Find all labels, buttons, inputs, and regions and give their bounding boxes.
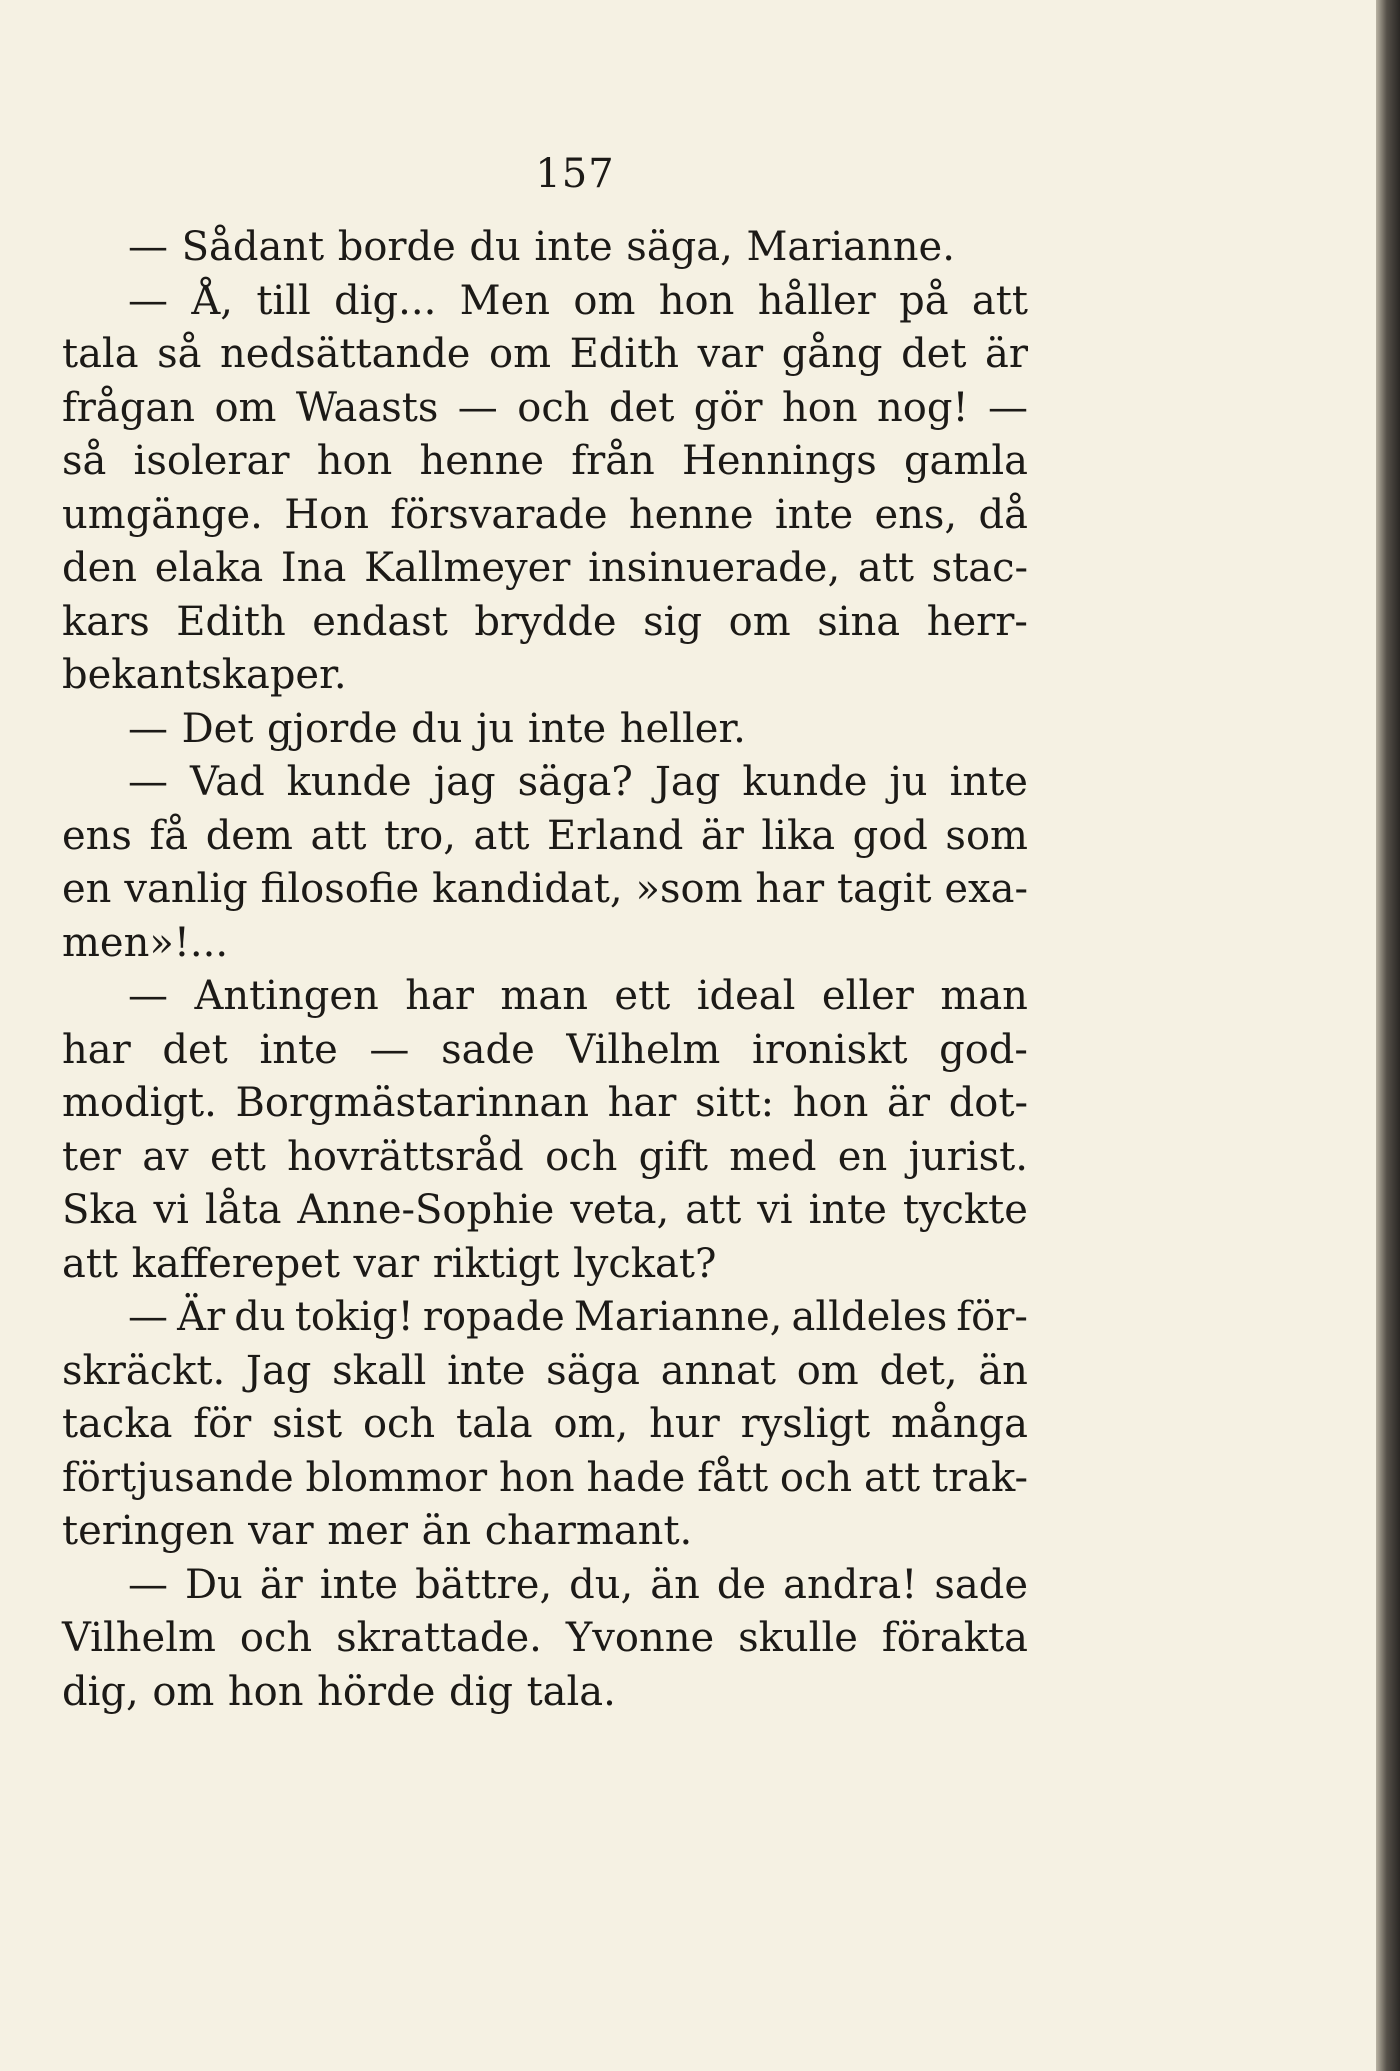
text-line: modigt. Borgmästarinnan har sitt: hon är dot-: [62, 1080, 1028, 1126]
text-line: dig, om hon hörde dig tala.: [62, 1668, 616, 1715]
scan-edge-shadow: [1376, 0, 1400, 2071]
text-line: umgänge. Hon försvarade henne inte ens, då: [62, 491, 1028, 538]
text-line: men»!...: [62, 919, 229, 966]
text-line: — Vad kunde jag säga? Jag kunde ju inte: [128, 759, 1028, 805]
text-line: Ska vi låta Anne-Sophie veta, att vi inte tyckte: [62, 1187, 1028, 1233]
text-line: tacka för sist och tala om, hur rysligt många: [62, 1401, 1028, 1447]
text-line: att kafferepet var riktigt lyckat?: [62, 1240, 717, 1287]
body-text: [62, 221, 1028, 1719]
text-line: frågan om Waasts — och det gör hon nog! —: [62, 384, 1028, 431]
text-line: — Du är inte bättre, du, än de andra! sade: [128, 1561, 1028, 1608]
text-line: en vanlig filosofie kandidat, »som har tagit exa-: [62, 866, 1028, 912]
page-number: 157: [535, 151, 615, 197]
text-line: så isolerar hon henne från Hennings gamla: [62, 438, 1028, 484]
text-line: teringen var mer än charmant.: [62, 1508, 693, 1554]
text-line: ens få dem att tro, att Erland är lika god som: [62, 812, 1028, 859]
text-line: kars Edith endast brydde sig om sina herr-: [62, 598, 1028, 645]
text-line: Vilhelm och skrattade. Yvonne skulle förakta: [62, 1615, 1028, 1661]
text-line: — Antingen har man ett ideal eller man: [128, 973, 1028, 1019]
text-line: — Å, till dig... Men om hon håller på att: [128, 277, 1028, 324]
text-line: — Det gjorde du ju inte heller.: [128, 705, 746, 752]
text-line: — Sådant borde du inte säga, Marianne.: [128, 224, 955, 270]
text-line: tala så nedsättande om Edith var gång det är: [62, 331, 1028, 377]
text-line: har det inte — sade Vilhelm ironiskt god-: [62, 1026, 1028, 1073]
text-line: — Är du tokig! ropade Marianne, alldeles för-: [128, 1294, 1028, 1340]
text-line: ter av ett hovrättsråd och gift med en jurist.: [62, 1133, 1028, 1180]
text-line: bekantskaper.: [62, 652, 347, 698]
text-line: skräckt. Jag skall inte säga annat om det, än: [62, 1347, 1028, 1394]
text-line: den elaka Ina Kallmeyer insinuerade, att stac-: [62, 545, 1028, 591]
text-line: förtjusande blommor hon hade fått och att trak-: [62, 1454, 1028, 1501]
